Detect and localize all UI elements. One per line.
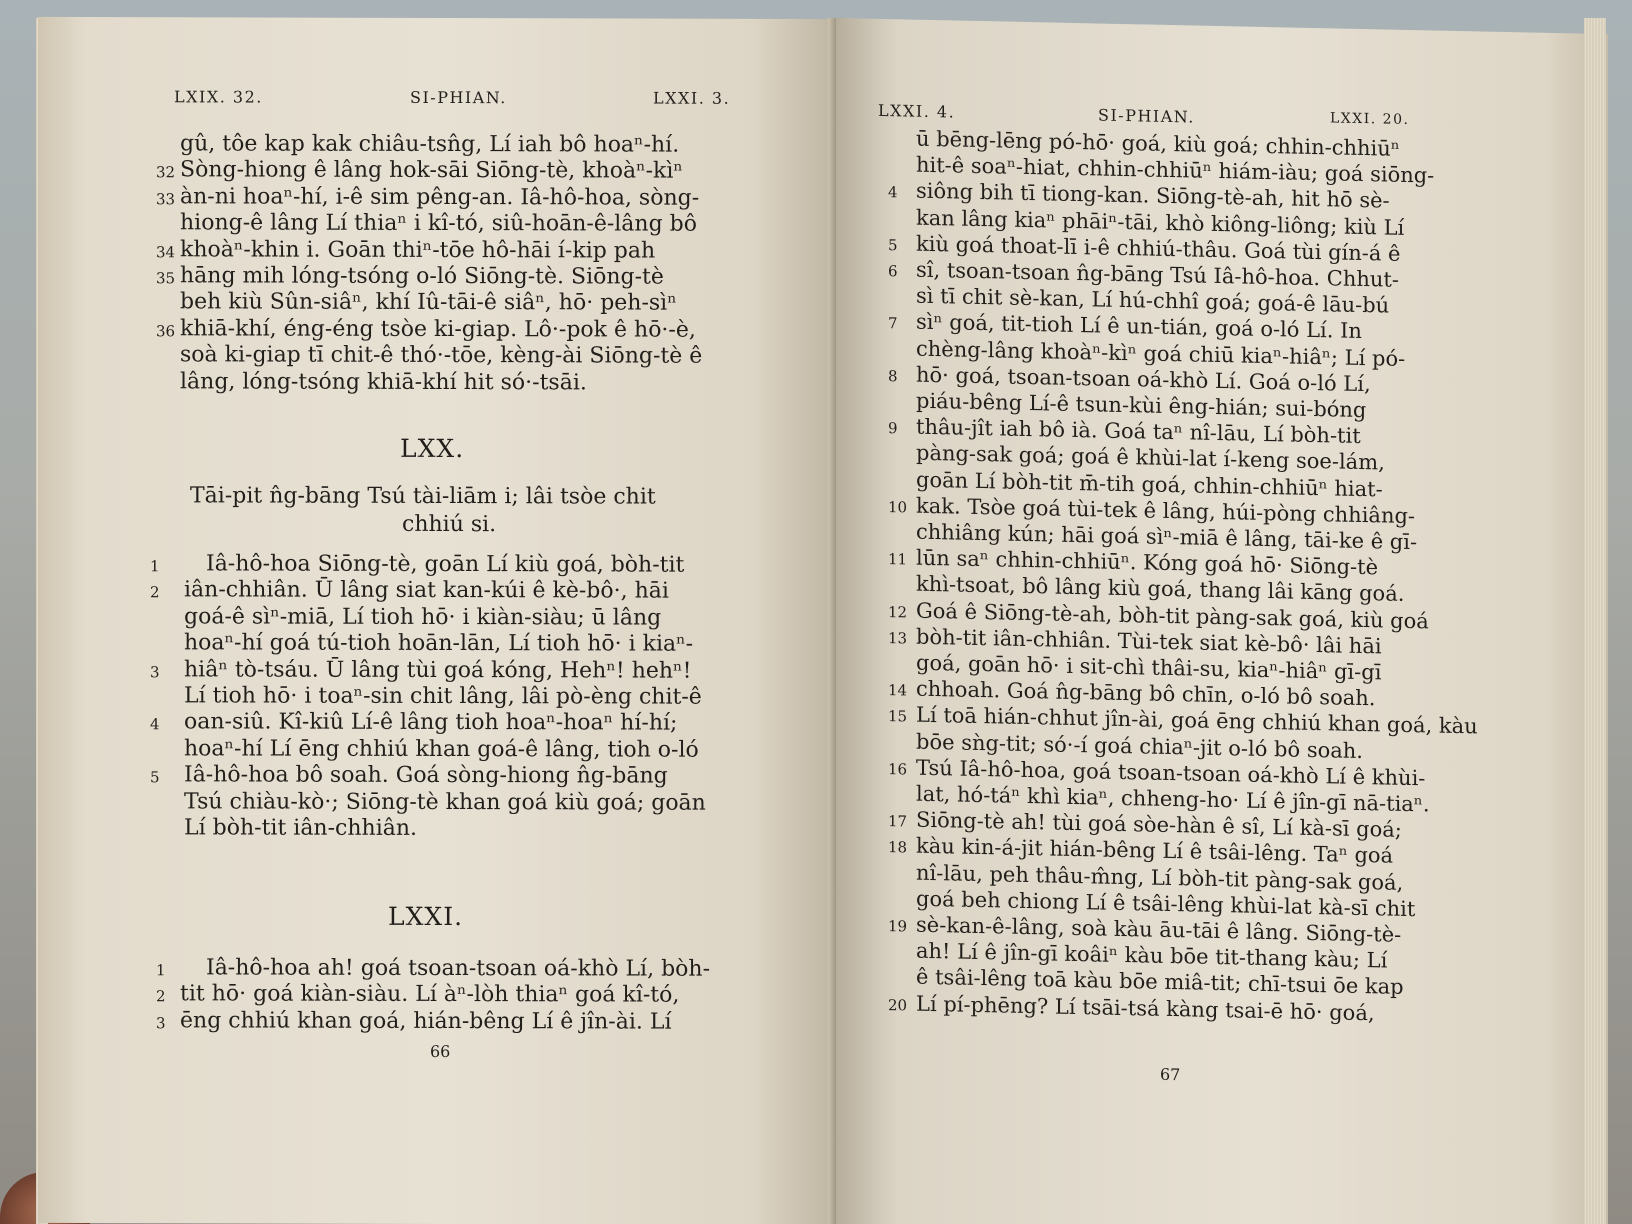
text-line: kak. Tsòe goá tùi-tek ê lâng, húi-pòng chhiâng- bbox=[916, 493, 1416, 528]
text-line: Tsú Iâ-hô-hoa, goá tsoan-tsoan oá-khò Lí ê khùi- bbox=[916, 755, 1426, 791]
text-line: Iâ-hô-hoa Siōng-tè, goān Lí kiù goá, bòh-tit bbox=[206, 551, 685, 578]
verse-number: 11 bbox=[888, 550, 908, 569]
verse-number: 10 bbox=[888, 497, 908, 517]
text-line: hō· goá, tsoan-tsoan oá-khò Lí. Goá o-ló Lí, bbox=[916, 362, 1371, 396]
text-line: sî, tsoan-tsoan n̂g-bāng Tsú Iâ-hô-hoa. Chhut- bbox=[916, 257, 1399, 292]
text-line: ê tsâi-lêng toā kàu bōe miâ-tit; chī-tsui ōe kap bbox=[916, 965, 1404, 1000]
right-head-left: LXXI. 4. bbox=[878, 100, 956, 122]
text-line: ū bēng-lēng pó-hō· goá, kiù goá; chhin-chhiūⁿ bbox=[916, 126, 1400, 161]
page-number: 66 bbox=[430, 1041, 451, 1062]
text-line: hoaⁿ-hí goá tú-tioh hoān-lān, Lí tioh hō· i kiaⁿ- bbox=[184, 630, 694, 657]
chapter-heading: LXXI. bbox=[388, 901, 464, 932]
verse-number: 36 bbox=[156, 322, 176, 341]
verse-number: 9 bbox=[888, 419, 898, 438]
right-head-right: LXXI. 20. bbox=[1330, 110, 1410, 129]
text-line: hiong-ê lâng Lí thiaⁿ i kî-tó, siû-hoān-ê-lâng bô bbox=[180, 210, 697, 237]
verse-number: 19 bbox=[888, 917, 908, 936]
verse-number: 2 bbox=[150, 583, 160, 602]
text-line: sì tī chit sè-kan, Lí hú-chhî goá; goá-ê lāu-bú bbox=[916, 283, 1390, 318]
text-line: hiâⁿ tò-tsáu. Ū lâng tùi goá kóng, Hehⁿ! hehⁿ! bbox=[184, 656, 692, 684]
text-line: goá-ê sìⁿ-miā, Lí tioh hō· i kiàn-siàu; ū lâng bbox=[184, 604, 662, 631]
text-line: bòh-tit iân-chhiân. Tùi-tek siat kè-bô· lâi hāi bbox=[916, 624, 1382, 659]
open-book bbox=[18, 18, 1618, 1224]
verse-number: 1 bbox=[150, 557, 160, 576]
text-line: Iâ-hô-hoa ah! goá tsoan-tsoan oá-khò Lí, bòh- bbox=[206, 955, 711, 982]
verse-number: 7 bbox=[888, 314, 898, 333]
text-line: lâng, lóng-tsóng khiā-khí hit só·-tsāi. bbox=[180, 368, 587, 395]
text-line: goá, goān hō· i sit-chì thâi-su, kiaⁿ-hiâⁿ gī-gī bbox=[916, 650, 1382, 685]
text-line: thâu-jît iah bô ià. Goá taⁿ nî-lāu, Lí bòh-tit bbox=[916, 414, 1361, 449]
text-line: goān Lí bòh-tit m̄-tih goá, chhin-chhiūⁿ hiat- bbox=[916, 467, 1383, 502]
verse-number: 4 bbox=[150, 715, 160, 734]
text-line: Siōng-tè ah! tùi goá sòe-hàn ê sî, Lí kà-sī goá; bbox=[916, 807, 1402, 843]
text-line: kàu kin-á-jit hián-bêng Lí ê tsâi-lêng. Taⁿ goá bbox=[916, 834, 1394, 869]
left-page bbox=[38, 17, 850, 1224]
text-line: chhiâng kún; hāi goá sìⁿ-miā ê lâng, tāi-ke ê gī- bbox=[916, 519, 1418, 555]
chapter-summary: chhiú si. bbox=[402, 511, 497, 538]
text-line: hāng mih lóng-tsóng o-ló Siōng-tè. Siōng-tè bbox=[180, 263, 664, 290]
verse-number: 8 bbox=[888, 366, 898, 386]
verse-number: 14 bbox=[888, 681, 908, 700]
text-line: Tsú chiàu-kò·; Siōng-tè khan goá kiù goá; goān bbox=[184, 788, 706, 816]
verse-number: 5 bbox=[888, 235, 898, 255]
verse-number: 18 bbox=[888, 838, 908, 857]
text-line: chhoah. Goá n̂g-bāng bô chīn, o-ló bô soah. bbox=[916, 676, 1376, 711]
verse-number: 17 bbox=[888, 812, 908, 831]
text-line: sè-kan-ê-lâng, soà kàu āu-tāi ê lâng. Siōng-tè- bbox=[916, 912, 1402, 947]
verse-number: 35 bbox=[156, 269, 176, 288]
text-line: Lí bòh-tit iân-chhiân. bbox=[184, 815, 418, 841]
left-head-left: LXIX. 32. bbox=[174, 87, 263, 107]
text-line: oan-siû. Kî-kiû Lí-ê lâng tioh hoaⁿ-hoaⁿ hí-hí; bbox=[184, 709, 678, 737]
verse-number: 15 bbox=[888, 707, 908, 726]
verse-number: 33 bbox=[156, 190, 176, 209]
chapter-summary: Tāi-pit n̂g-bāng Tsú tài-liām i; lâi tsòe chit bbox=[190, 483, 656, 510]
text-line: Lí toā hián-chhut jîn-ài, goá ēng chhiú khan goá, kàu bbox=[916, 703, 1478, 739]
text-line: goá beh chiong Lí ê tsâi-lêng khùi-lat kà-sī chit bbox=[916, 886, 1416, 921]
text-line: Lí tioh hō· i toaⁿ-sin chit lâng, lâi pò-èng chit-ê bbox=[184, 683, 702, 710]
right-head-center: SI-PHIAN. bbox=[1098, 105, 1195, 127]
text-line: tit hō· goá kiàn-siàu. Lí àⁿ-lòh thiaⁿ goá kî-tó, bbox=[180, 981, 680, 1009]
verse-number: 3 bbox=[156, 1014, 166, 1033]
text-line: nî-lāu, peh thâu-m̂ng, Lí bòh-tit pàng-sak goá, bbox=[916, 860, 1404, 895]
left-head-center: SI-PHIAN. bbox=[410, 87, 507, 108]
text-line: iân-chhiân. Ū lâng siat kan-kúi ê kè-bô·, hāi bbox=[184, 577, 669, 604]
text-line: Iâ-hô-hoa bô soah. Goá sòng-hiong n̂g-bāng bbox=[184, 762, 668, 789]
verse-number: 1 bbox=[156, 961, 166, 980]
text-line: khiā-khí, éng-éng tsòe ki-giap. Lô·-pok ê hō·-è, bbox=[180, 316, 696, 343]
text-line: gû, tôe kap kak chiâu-tsn̂g, Lí iah bô hoaⁿ-hí. bbox=[180, 131, 680, 158]
text-line: àn-ni hoaⁿ-hí, i-ê sim pêng-an. Iâ-hô-hoa, sòng- bbox=[180, 184, 700, 211]
text-line: khoàⁿ-khin i. Goān thiⁿ-tōe hô-hāi í-kip pah bbox=[180, 236, 656, 264]
text-line: chèng-lâng khoàⁿ-kìⁿ goá chiū kiaⁿ-hiâⁿ; Lí pó- bbox=[916, 336, 1406, 371]
text-line: siông bih tī tiong-kan. Siōng-tè-ah, hit hō sè- bbox=[916, 179, 1390, 213]
verse-number: 2 bbox=[156, 987, 166, 1006]
verse-number: 20 bbox=[888, 995, 908, 1015]
verse-number: 34 bbox=[156, 242, 176, 261]
text-line: bōe sǹg-tit; só·-í goá chiaⁿ-jit o-ló bô soah. bbox=[916, 729, 1363, 763]
verse-number: 16 bbox=[888, 759, 908, 779]
text-line: kan lâng kiaⁿ phāiⁿ-tāi, khò kiông-liông; kiù Lí bbox=[916, 205, 1405, 240]
right-page-edges bbox=[1584, 18, 1606, 1224]
verse-number: 13 bbox=[888, 628, 908, 648]
verse-number: 6 bbox=[888, 262, 898, 281]
text-line: soà ki-giap tī chit-ê thó·-tōe, kèng-ài Siōng-tè ê bbox=[180, 342, 703, 369]
text-line: beh kiù Sûn-siâⁿ, khí Iû-tāi-ê siâⁿ, hō· peh-sìⁿ bbox=[180, 289, 677, 316]
chapter-heading: LXX. bbox=[400, 433, 465, 464]
verse-number: 32 bbox=[156, 163, 176, 182]
text-line: hoaⁿ-hí Lí ēng chhiú khan goá-ê lâng, tioh o-ló bbox=[184, 736, 699, 763]
text-line: Lí pí-phēng? Lí tsāi-tsá kàng tsai-ē hō· goá, bbox=[916, 991, 1375, 1025]
right-page bbox=[836, 18, 1608, 1224]
text-line: Goá ê Siōng-tè-ah, bòh-tit pàng-sak goá, kiù goá bbox=[916, 598, 1429, 634]
text-line: ēng chhiú khan goá, hián-bêng Lí ê jîn-ài. Lí bbox=[180, 1008, 672, 1035]
verse-number: 5 bbox=[150, 768, 160, 787]
text-line: lat, hó-táⁿ khì kiaⁿ, chheng-ho· Lí ê jîn-gī nā-tiaⁿ. bbox=[916, 781, 1430, 817]
text-line: hit-ê soaⁿ-hiat, chhin-chhiūⁿ hiám-iàu; goá siōng- bbox=[916, 152, 1435, 188]
text-line: Sòng-hiong ê lâng hok-sāi Siōng-tè, khoàⁿ-kìⁿ bbox=[180, 157, 683, 185]
left-head-right: LXXI. 3. bbox=[653, 88, 731, 108]
text-line: sìⁿ goá, tit-tioh Lí ê un-tián, goá o-ló Lí. In bbox=[916, 310, 1362, 344]
verse-number: 12 bbox=[888, 602, 908, 622]
text-line: lūn saⁿ chhin-chhiūⁿ. Kóng goá hō· Siōng-tè bbox=[916, 545, 1379, 580]
page-number: 67 bbox=[1160, 1064, 1181, 1085]
text-line: piáu-bêng Lí-ê tsun-kùi êng-hián; sui-bóng bbox=[916, 388, 1367, 423]
text-line: khì-tsoat, bô lâng kiù goá, thang lâi kāng goá. bbox=[916, 572, 1405, 607]
text-line: pàng-sak goá; goá ê khùi-lat í-keng soe-lám, bbox=[916, 441, 1385, 475]
verse-number: 4 bbox=[888, 183, 898, 202]
verse-number: 3 bbox=[150, 662, 160, 681]
text-line: kiù goá thoat-lī i-ê chhiú-thâu. Goá tùi gín-á ê bbox=[916, 231, 1401, 266]
text-line: ah! Lí ê jîn-gī koâiⁿ kàu bōe tit-thang kàu; Lí bbox=[916, 938, 1388, 973]
